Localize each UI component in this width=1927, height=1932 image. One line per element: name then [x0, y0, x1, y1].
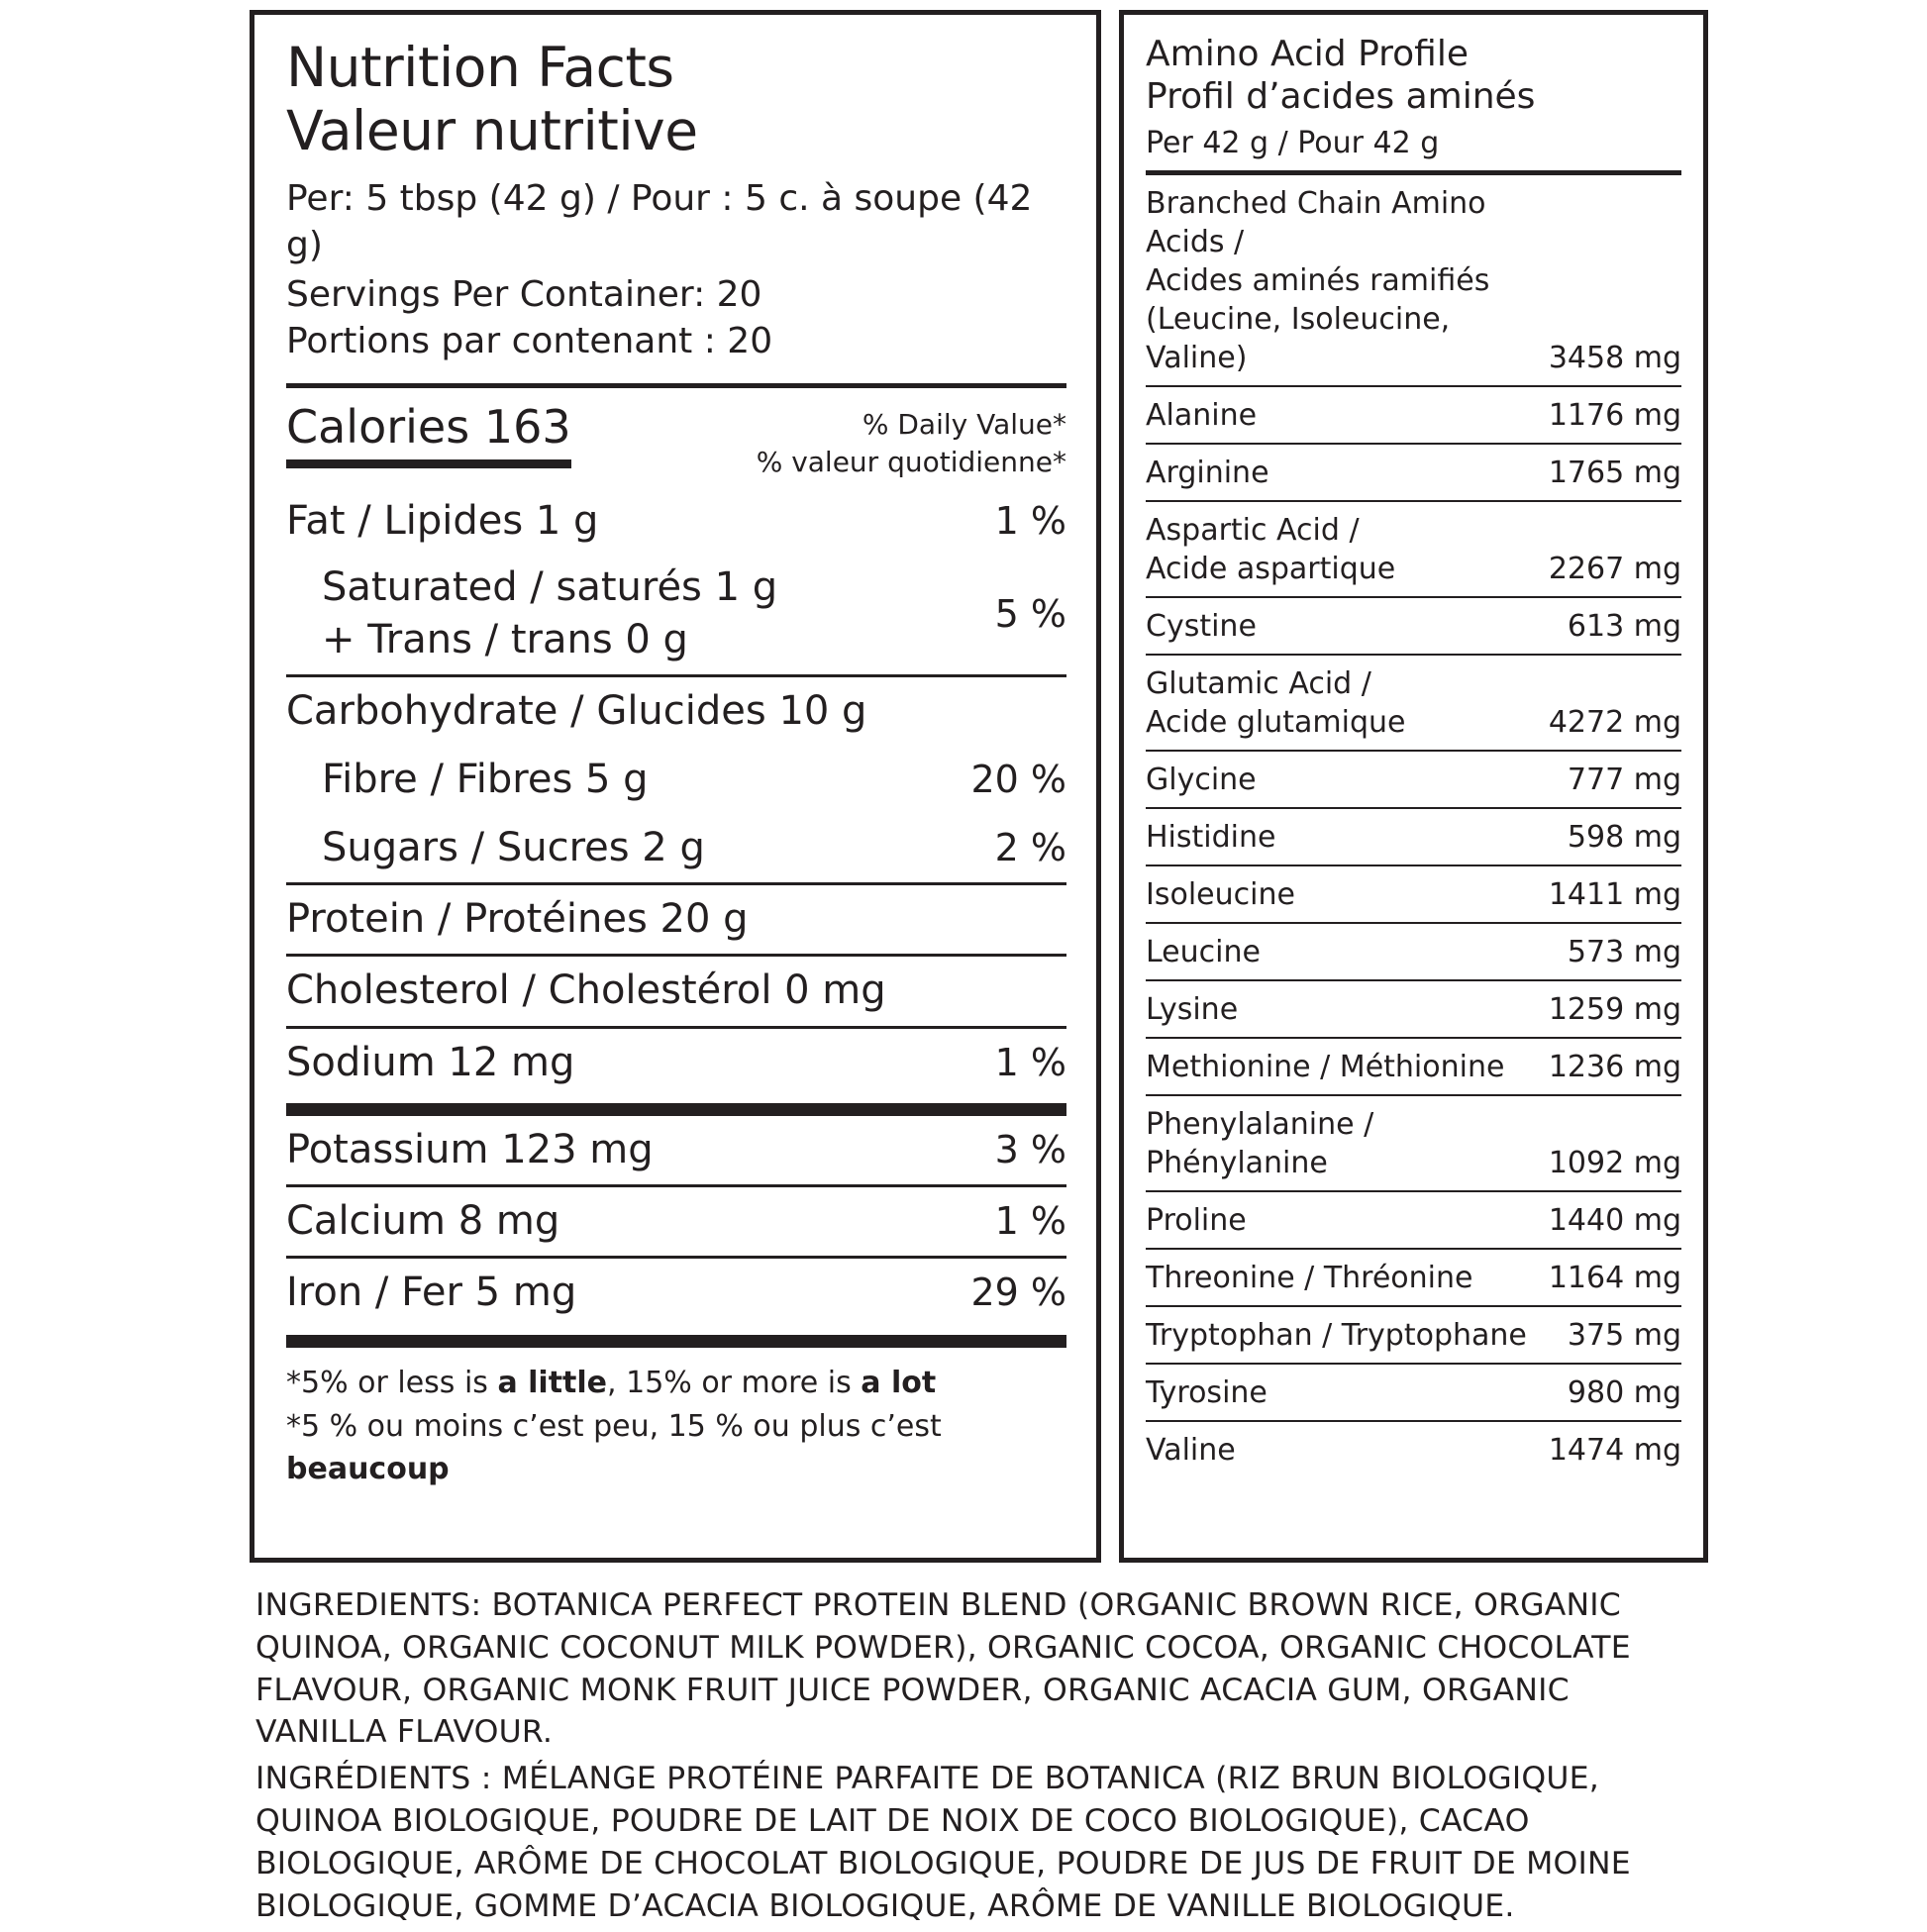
nutrition-facts-title-fr: Valeur nutritive	[286, 98, 698, 162]
row-potassium-label: Potassium 123 mg	[286, 1126, 654, 1172]
footnote-fr-part1: *5 % ou moins c’est peu, 15 % ou plus c’est	[286, 1408, 942, 1444]
amino-row-proline	[1146, 1192, 1681, 1250]
amino-row-glutamic-acid	[1146, 656, 1681, 752]
amino-row-aspartic-acid-name2: Acide aspartique	[1146, 552, 1396, 587]
row-fat-label: Fat / Lipides 1 g	[286, 497, 599, 544]
row-saturated-label: Saturated / saturés 1 g	[322, 564, 778, 611]
row-fibre-label: Fibre / Fibres 5 g	[322, 756, 649, 802]
calories-row	[286, 388, 1066, 482]
daily-value-header-en: % Daily Value*	[862, 407, 1066, 441]
footnote-en-part2: , 15% or more is	[607, 1366, 862, 1401]
divider-before-footnotes	[286, 1335, 1066, 1348]
footnote-en-emph1: a little	[497, 1366, 608, 1401]
amino-row-leucine-name: Leucine	[1146, 935, 1261, 970]
amino-row-phenylalanine	[1146, 1096, 1681, 1192]
amino-row-lysine-value: 1259 mg	[1548, 992, 1681, 1028]
amino-row-arginine-value: 1765 mg	[1548, 456, 1681, 491]
row-cholesterol	[286, 957, 1066, 1025]
row-iron	[286, 1259, 1066, 1327]
row-trans-label: + Trans / trans 0 g	[322, 616, 688, 662]
row-cholesterol-label: Cholesterol / Cholestérol 0 mg	[286, 967, 886, 1014]
amino-row-aspartic-acid-value: 2267 mg	[1548, 552, 1681, 587]
calories-value: Calories 163	[286, 400, 571, 468]
nutrition-facts-panel	[250, 10, 1101, 1563]
amino-row-aspartic-acid-name: Aspartic Acid /	[1146, 513, 1360, 549]
daily-value-header-fr: % valeur quotidienne*	[756, 446, 1066, 479]
footnotes	[286, 1348, 1066, 1491]
row-sodium-label: Sodium 12 mg	[286, 1039, 575, 1085]
amino-row-bcaa-name: Branched Chain Amino Acids /	[1146, 186, 1486, 260]
daily-value-header	[757, 400, 1066, 482]
nutrition-facts-title	[286, 37, 1066, 163]
ingredients-fr: INGRÉDIENTS : MÉLANGE PROTÉINE PARFAITE DE BOTANICA (RIZ BRUN BIOLOGIQUE, QUINOA BIOLOGIQUE, POUDRE DE LAIT DE NOIX DE COCO BIOLOGIQUE), CACAO BIOLOGIQUE, ARÔME DE CHOCOLAT BIOLOGIQUE, POUDRE DE JUS DE FRUIT DE MOINE BIOLOGIQUE, GOMME D’ACACIA BIOLOGIQUE, ARÔME DE VANILLE BIOLOGIQUE.	[255, 1761, 1631, 1924]
servings-per-container-en: Servings Per Container: 20	[286, 273, 762, 315]
amino-row-leucine-value: 573 mg	[1567, 935, 1681, 970]
amino-row-leucine	[1146, 924, 1681, 981]
ingredients-block	[255, 1584, 1701, 1932]
amino-row-isoleucine-name: Isoleucine	[1146, 877, 1295, 913]
amino-row-bcaa-name2: Acides aminés ramifiés	[1146, 263, 1490, 299]
amino-row-alanine	[1146, 387, 1681, 445]
amino-row-bcaa	[1146, 175, 1681, 387]
amino-row-threonine-value: 1164 mg	[1548, 1261, 1681, 1296]
row-iron-label: Iron / Fer 5 mg	[286, 1270, 577, 1316]
amino-row-tryptophan-value: 375 mg	[1567, 1318, 1681, 1354]
amino-row-glycine-name: Glycine	[1146, 763, 1257, 798]
amino-row-glutamic-acid-value: 4272 mg	[1548, 705, 1681, 741]
row-sodium-dv: 1 %	[994, 1040, 1066, 1084]
row-calcium-label: Calcium 8 mg	[286, 1198, 560, 1244]
amino-row-lysine-name: Lysine	[1146, 992, 1239, 1028]
row-sugars	[286, 814, 1066, 882]
amino-acid-title	[1146, 33, 1681, 118]
amino-row-histidine-value: 598 mg	[1567, 820, 1681, 856]
amino-row-tryptophan-name: Tryptophan / Tryptophane	[1146, 1318, 1527, 1354]
amino-acid-title-en: Amino Acid Profile	[1146, 34, 1470, 74]
amino-row-threonine-name: Threonine / Thréonine	[1146, 1261, 1473, 1296]
amino-row-phenylalanine-name: Phenylalanine / Phénylanine	[1146, 1107, 1374, 1181]
amino-row-methionine	[1146, 1039, 1681, 1096]
row-protein	[286, 885, 1066, 954]
amino-row-isoleucine	[1146, 866, 1681, 924]
amino-acid-title-fr: Profil d’acides aminés	[1146, 76, 1536, 118]
row-sugars-dv: 2 %	[994, 826, 1066, 870]
amino-row-methionine-name: Methionine / Méthionine	[1146, 1050, 1505, 1085]
amino-row-valine-value: 1474 mg	[1548, 1433, 1681, 1469]
amino-row-lysine	[1146, 981, 1681, 1039]
nutrition-facts-title-en: Nutrition Facts	[286, 36, 674, 99]
amino-row-valine	[1146, 1422, 1681, 1477]
row-carbohydrate-label: Carbohydrate / Glucides 10 g	[286, 687, 867, 734]
amino-row-cystine-name: Cystine	[1146, 609, 1257, 645]
footnote-en-emph2: a lot	[861, 1366, 937, 1401]
row-potassium-dv: 3 %	[994, 1127, 1066, 1171]
amino-row-arginine-name: Arginine	[1146, 456, 1269, 491]
servings-per-container-fr: Portions par contenant : 20	[286, 321, 773, 362]
footnote-en-part1: *5% or less is	[286, 1366, 498, 1401]
amino-row-tryptophan	[1146, 1307, 1681, 1365]
amino-acid-profile-panel	[1119, 10, 1708, 1563]
ingredients-en: INGREDIENTS: BOTANICA PERFECT PROTEIN BLEND (ORGANIC BROWN RICE, ORGANIC QUINOA, ORGANIC COCONUT MILK POWDER), ORGANIC COCOA, ORGANIC CHOCOLATE FLAVOUR, ORGANIC MONK FRUIT JUICE POWDER, ORGANIC ACACIA GUM, ORGANIC VANILLA FLAVOUR.	[255, 1587, 1631, 1751]
amino-row-proline-value: 1440 mg	[1548, 1203, 1681, 1239]
amino-row-tyrosine	[1146, 1365, 1681, 1422]
amino-acid-serving: Per 42 g / Pour 42 g	[1146, 126, 1440, 161]
row-fat-dv: 1 %	[994, 498, 1066, 543]
row-fibre-dv: 20 %	[970, 757, 1066, 801]
amino-row-arginine	[1146, 445, 1681, 502]
row-carbohydrate	[286, 677, 1066, 746]
amino-row-histidine	[1146, 809, 1681, 866]
amino-row-cystine	[1146, 598, 1681, 656]
row-fibre	[286, 746, 1066, 814]
amino-row-histidine-name: Histidine	[1146, 820, 1276, 856]
row-iron-dv: 29 %	[970, 1271, 1066, 1315]
amino-row-tyrosine-name: Tyrosine	[1146, 1375, 1268, 1411]
row-saturated-trans	[286, 556, 1066, 674]
amino-row-alanine-value: 1176 mg	[1548, 398, 1681, 434]
amino-row-cystine-value: 613 mg	[1567, 609, 1681, 645]
amino-row-glycine-value: 777 mg	[1567, 763, 1681, 798]
row-fat	[286, 482, 1066, 556]
row-calcium-dv: 1 %	[994, 1199, 1066, 1243]
row-saturated-trans-dv: 5 %	[994, 591, 1066, 636]
amino-row-tyrosine-value: 980 mg	[1567, 1375, 1681, 1411]
row-potassium	[286, 1116, 1066, 1184]
amino-row-aspartic-acid	[1146, 502, 1681, 598]
footnote-fr	[286, 1405, 1066, 1491]
row-calcium	[286, 1187, 1066, 1256]
row-sodium	[286, 1029, 1066, 1097]
footnote-fr-emph1: beaucoup	[286, 1452, 450, 1487]
amino-row-glutamic-acid-name: Glutamic Acid /	[1146, 666, 1371, 702]
amino-row-glycine	[1146, 752, 1681, 809]
footnote-en	[286, 1362, 1066, 1405]
amino-row-bcaa-name3: (Leucine, Isoleucine, Valine)	[1146, 302, 1451, 376]
divider-after-sodium	[286, 1103, 1066, 1116]
amino-row-alanine-name: Alanine	[1146, 398, 1258, 434]
amino-row-bcaa-value: 3458 mg	[1548, 341, 1681, 376]
serving-size-line: Per: 5 tbsp (42 g) / Pour : 5 c. à soupe (42 g)	[286, 177, 1033, 266]
amino-row-proline-name: Proline	[1146, 1203, 1247, 1239]
amino-row-phenylalanine-value: 1092 mg	[1548, 1146, 1681, 1181]
amino-row-valine-name: Valine	[1146, 1433, 1236, 1469]
amino-row-methionine-value: 1236 mg	[1548, 1050, 1681, 1085]
row-protein-label: Protein / Protéines 20 g	[286, 896, 749, 943]
amino-row-threonine	[1146, 1250, 1681, 1307]
amino-row-glutamic-acid-name2: Acide glutamique	[1146, 705, 1406, 741]
row-sugars-label: Sugars / Sucres 2 g	[322, 825, 705, 871]
amino-row-isoleucine-value: 1411 mg	[1548, 877, 1681, 913]
